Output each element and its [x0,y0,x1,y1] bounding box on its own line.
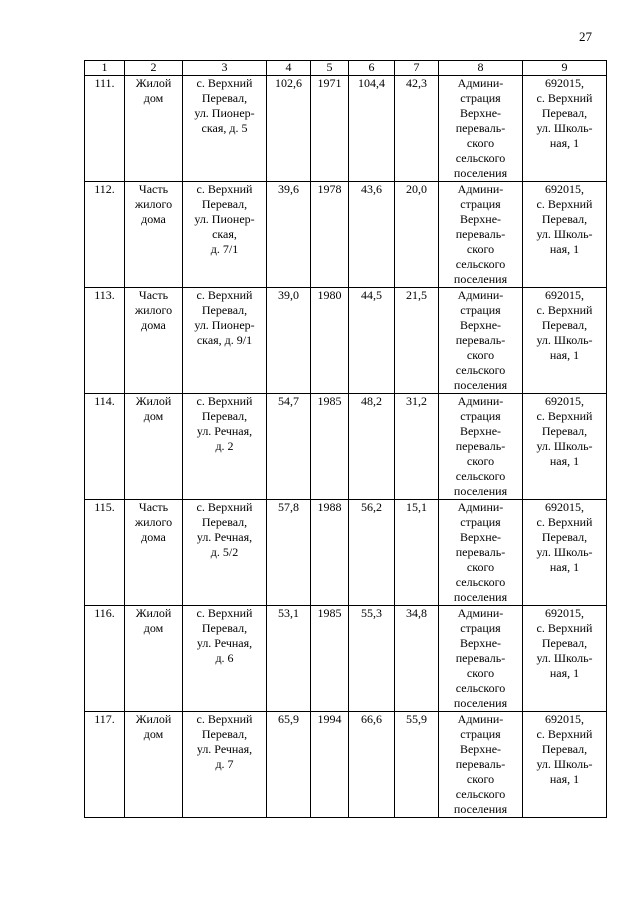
owner-address-cell: 692015, с. Верхний Перевал, ул. Школь- ная, 1 [523,288,607,394]
row-number-cell: 115. [85,500,125,606]
owner-cell: Админи- страция Верхне- переваль- ского сельского поселения [439,712,523,818]
column-header: 5 [311,61,349,76]
owner-address-cell: 692015, с. Верхний Перевал, ул. Школь- ная, 1 [523,606,607,712]
year-cell: 1988 [311,500,349,606]
column-header: 9 [523,61,607,76]
year-cell: 1980 [311,288,349,394]
page-number: 27 [579,29,592,44]
table-row [85,500,607,606]
column-header: 8 [439,61,523,76]
column-number-row [85,61,607,76]
column-7-cell: 55,9 [395,712,439,818]
column-6-cell: 55,3 [349,606,395,712]
column-6-cell: 48,2 [349,394,395,500]
address-cell: с. Верхний Перевал, ул. Речная, д. 7 [183,712,267,818]
row-number-cell: 113. [85,288,125,394]
column-6-cell: 56,2 [349,500,395,606]
address-cell: с. Верхний Перевал, ул. Пионер- ская, д. 9/1 [183,288,267,394]
table-row [85,288,607,394]
year-cell: 1978 [311,182,349,288]
owner-cell: Админи- страция Верхне- переваль- ского сельского поселения [439,182,523,288]
owner-cell: Админи- страция Верхне- переваль- ского сельского поселения [439,394,523,500]
column-header: 6 [349,61,395,76]
table-row [85,606,607,712]
owner-address-cell: 692015, с. Верхний Перевал, ул. Школь- ная, 1 [523,712,607,818]
object-type-cell: Жилой дом [125,394,183,500]
row-number-cell: 111. [85,76,125,182]
address-cell: с. Верхний Перевал, ул. Речная, д. 6 [183,606,267,712]
column-header: 3 [183,61,267,76]
row-number-cell: 114. [85,394,125,500]
column-header: 7 [395,61,439,76]
owner-address-cell: 692015, с. Верхний Перевал, ул. Школь- ная, 1 [523,182,607,288]
address-cell: с. Верхний Перевал, ул. Пионер- ская, д. 5 [183,76,267,182]
address-cell: с. Верхний Перевал, ул. Пионер- ская, д. 7/1 [183,182,267,288]
column-7-cell: 42,3 [395,76,439,182]
address-cell: с. Верхний Перевал, ул. Речная, д. 2 [183,394,267,500]
area-cell: 39,0 [267,288,311,394]
area-cell: 57,8 [267,500,311,606]
column-7-cell: 15,1 [395,500,439,606]
table-row [85,394,607,500]
table-row [85,182,607,288]
row-number-cell: 112. [85,182,125,288]
object-type-cell: Жилой дом [125,712,183,818]
property-registry-table [84,60,607,818]
object-type-cell: Жилой дом [125,606,183,712]
owner-cell: Админи- страция Верхне- переваль- ского сельского поселения [439,76,523,182]
column-7-cell: 31,2 [395,394,439,500]
object-type-cell: Жилой дом [125,76,183,182]
column-6-cell: 104,4 [349,76,395,182]
column-7-cell: 34,8 [395,606,439,712]
area-cell: 65,9 [267,712,311,818]
row-number-cell: 117. [85,712,125,818]
owner-address-cell: 692015, с. Верхний Перевал, ул. Школь- ная, 1 [523,500,607,606]
owner-address-cell: 692015, с. Верхний Перевал, ул. Школь- ная, 1 [523,394,607,500]
owner-address-cell: 692015, с. Верхний Перевал, ул. Школь- ная, 1 [523,76,607,182]
object-type-cell: Часть жилого дома [125,500,183,606]
area-cell: 39,6 [267,182,311,288]
year-cell: 1994 [311,712,349,818]
column-header: 1 [85,61,125,76]
column-6-cell: 66,6 [349,712,395,818]
year-cell: 1985 [311,394,349,500]
owner-cell: Админи- страция Верхне- переваль- ского сельского поселения [439,500,523,606]
year-cell: 1985 [311,606,349,712]
table-body [85,76,607,818]
area-cell: 102,6 [267,76,311,182]
area-cell: 54,7 [267,394,311,500]
column-7-cell: 21,5 [395,288,439,394]
object-type-cell: Часть жилого дома [125,182,183,288]
column-7-cell: 20,0 [395,182,439,288]
owner-cell: Админи- страция Верхне- переваль- ского сельского поселения [439,606,523,712]
table-row [85,76,607,182]
column-header: 4 [267,61,311,76]
owner-cell: Админи- страция Верхне- переваль- ского сельского поселения [439,288,523,394]
year-cell: 1971 [311,76,349,182]
address-cell: с. Верхний Перевал, ул. Речная, д. 5/2 [183,500,267,606]
column-header: 2 [125,61,183,76]
area-cell: 53,1 [267,606,311,712]
column-6-cell: 44,5 [349,288,395,394]
object-type-cell: Часть жилого дома [125,288,183,394]
row-number-cell: 116. [85,606,125,712]
column-6-cell: 43,6 [349,182,395,288]
table-row [85,712,607,818]
